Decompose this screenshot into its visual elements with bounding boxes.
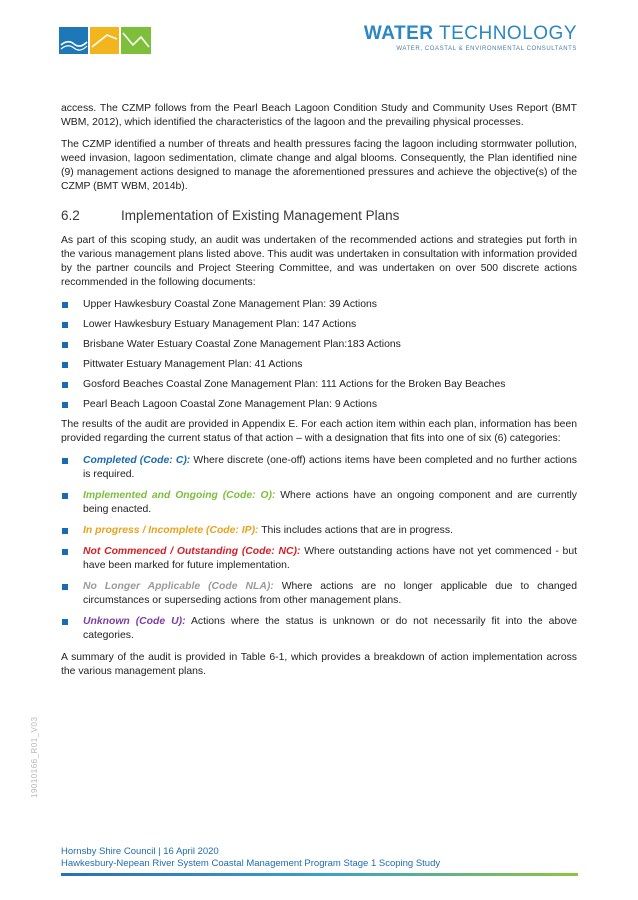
list-item: Pearl Beach Lagoon Coastal Zone Management Plan: 9 Actions <box>61 398 577 412</box>
category-item <box>61 489 577 517</box>
category-item <box>61 524 577 538</box>
category-label: Unknown (Code U): <box>83 616 186 627</box>
page-footer <box>61 846 440 870</box>
paragraph: access. The CZMP follows from the Pearl Beach Lagoon Condition Study and Community Uses Report (BMT WBM, 2012), which identified the characteristics of the lagoon and the prevailing physical processes. <box>61 103 577 128</box>
footer-rule <box>61 873 578 876</box>
list-item: Pittwater Estuary Management Plan: 41 Actions <box>61 358 577 372</box>
paragraph: A summary of the audit is provided in Table 6-1, which provides a breakdown of action implementation across the various management plans. <box>61 652 577 677</box>
plans-list <box>61 298 577 412</box>
brand-tagline: WATER, COASTAL & ENVIRONMENTAL CONSULTANTS <box>396 46 577 52</box>
paragraph: The results of the audit are provided in Appendix E. For each action item within each plan, information has been provided regarding the current status of that action – with a designation that fits into one of six (6) categories: <box>61 419 577 444</box>
category-text: Where actions are no longer applicable due to changed circumstances or superseding actions from other management plans. <box>83 581 577 606</box>
water-technology-logo-icon <box>59 27 151 54</box>
category-item <box>61 615 577 643</box>
category-label: In progress / Incomplete (Code: IP): <box>83 525 259 536</box>
category-item <box>61 580 577 608</box>
brand-logo <box>364 24 577 52</box>
category-item <box>61 545 577 573</box>
list-item: Lower Hawkesbury Estuary Management Plan: 147 Actions <box>61 318 577 332</box>
document-body <box>61 102 577 687</box>
category-text: Where discrete (one-off) actions items have been completed and no further actions is required. <box>83 455 577 480</box>
document-code: 19010166_R01_V03 <box>30 716 39 798</box>
category-text: Actions where the status is unknown or do not necessarily fit into the above categories. <box>83 616 577 641</box>
footer-project-title: Hawkesbury-Nepean River System Coastal Management Program Stage 1 Scoping Study <box>61 858 441 869</box>
category-item <box>61 454 577 482</box>
paragraph: As part of this scoping study, an audit was undertaken of the recommended actions and strategies put forth in the various management plans listed above. This audit was undertaken in consultation with information provided by the partner councils and Project Steering Committee, and was undertaken on over 500 discrete actions recommended in the following documents: <box>61 235 577 288</box>
list-item: Brisbane Water Estuary Coastal Zone Management Plan:183 Actions <box>61 338 577 352</box>
category-label: Implemented and Ongoing (Code: O): <box>83 490 276 501</box>
paragraph: The CZMP identified a number of threats and health pressures facing the lagoon including stormwater pollution, weed invasion, lagoon sedimentation, climate change and algal blooms. Consequently, the Plan identified nine (9) management actions designed to manage the aforementioned pressures and achieve the objective(s) of the CZMP (BMT WBM, 2014b). <box>61 139 577 192</box>
category-label: No Longer Applicable (Code NLA): <box>83 581 274 592</box>
category-label: Completed (Code: C): <box>83 455 191 466</box>
category-text: Where actions have an ongoing component and are currently being enacted. <box>83 490 577 515</box>
category-text: This includes actions that are in progress. <box>258 525 453 536</box>
category-text: Where outstanding actions have not yet commenced - but have been marked for future implementation. <box>83 546 577 571</box>
brand-light: TECHNOLOGY <box>438 23 577 44</box>
category-label: Not Commenced / Outstanding (Code: NC): <box>83 546 301 557</box>
brand-bold: WATER <box>363 23 434 44</box>
section-number: 6.2 <box>61 208 80 223</box>
status-categories-list <box>61 454 577 643</box>
list-item: Upper Hawkesbury Coastal Zone Management Plan: 39 Actions <box>61 298 577 312</box>
section-heading <box>61 208 577 224</box>
footer-client-date: Hornsby Shire Council | 16 April 2020 <box>61 846 219 857</box>
brand-title <box>364 24 577 44</box>
list-item: Gosford Beaches Coastal Zone Management Plan: 111 Actions for the Broken Bay Beaches <box>61 378 577 392</box>
section-title: Implementation of Existing Management Plans <box>121 208 400 223</box>
